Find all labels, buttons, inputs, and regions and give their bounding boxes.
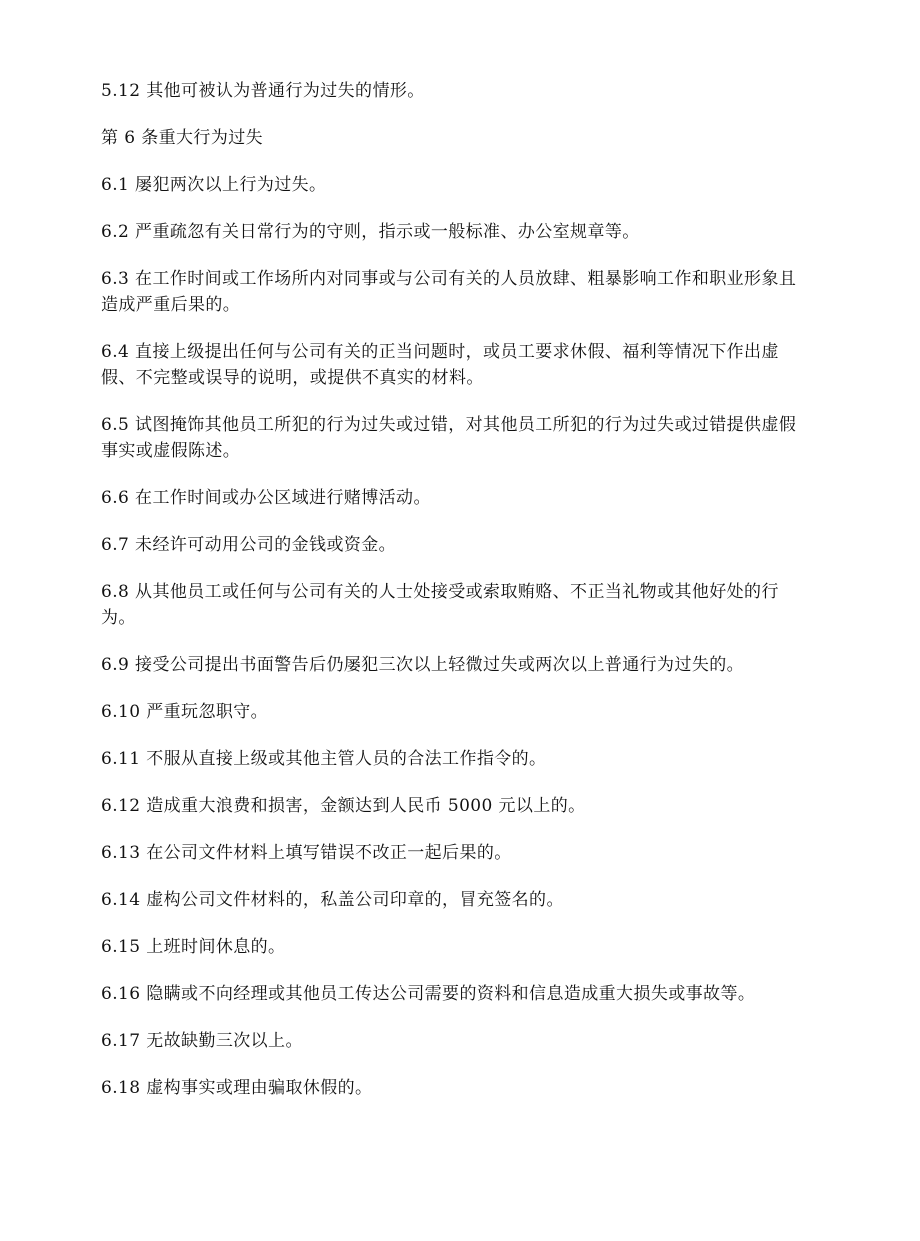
document-body: [101, 78, 813, 1122]
clause-6-1: 6.1 屡犯两次以上行为过失。: [101, 175, 327, 195]
clause-6-18: 6.18 虚构事实或理由骗取休假的。: [101, 1078, 373, 1098]
clause-6-17: 6.17 无故缺勤三次以上。: [101, 1031, 303, 1051]
section-heading-article-6: 第 6 条重大行为过失: [101, 128, 264, 148]
clause-6-9: 6.9 接受公司提出书面警告后仍屡犯三次以上轻微过失或两次以上普通行为过失的。: [101, 655, 745, 675]
clause-5-12: 5.12 其他可被认为普通行为过失的情形。: [101, 81, 425, 101]
clause-6-15: 6.15 上班时间休息的。: [101, 937, 286, 957]
clause-6-16: 6.16 隐瞒或不向经理或其他员工传达公司需要的资料和信息造成重大损失或事故等。: [101, 984, 756, 1004]
clause-6-12: 6.12 造成重大浪费和损害，金额达到人民币 5000 元以上的。: [101, 796, 586, 816]
clause-6-8: 6.8 从其他员工或任何与公司有关的人士处接受或索取贿赂、不正当礼物或其他好处的行为。: [101, 582, 779, 628]
clause-6-11: 6.11 不服从直接上级或其他主管人员的合法工作指令的。: [101, 749, 547, 769]
clause-6-14: 6.14 虚构公司文件材料的，私盖公司印章的，冒充签名的。: [101, 890, 564, 910]
clause-6-3: 6.3 在工作时间或工作场所内对同事或与公司有关的人员放肆、粗暴影响工作和职业形象且造成严重后果的。: [101, 269, 797, 315]
clause-6-10: 6.10 严重玩忽职守。: [101, 702, 269, 722]
clause-6-4: 6.4 直接上级提出任何与公司有关的正当问题时，或员工要求休假、福利等情况下作出虚假、不完整或误导的说明，或提供不真实的材料。: [101, 342, 779, 388]
clause-6-13: 6.13 在公司文件材料上填写错误不改正一起后果的。: [101, 843, 512, 863]
clause-6-7: 6.7 未经许可动用公司的金钱或资金。: [101, 535, 397, 555]
clause-6-2: 6.2 严重疏忽有关日常行为的守则，指示或一般标准、办公室规章等。: [101, 222, 640, 242]
clause-6-6: 6.6 在工作时间或办公区域进行赌博活动。: [101, 488, 431, 508]
clause-6-5: 6.5 试图掩饰其他员工所犯的行为过失或过错，对其他员工所犯的行为过失或过错提供虚假事实或虚假陈述。: [101, 415, 797, 461]
